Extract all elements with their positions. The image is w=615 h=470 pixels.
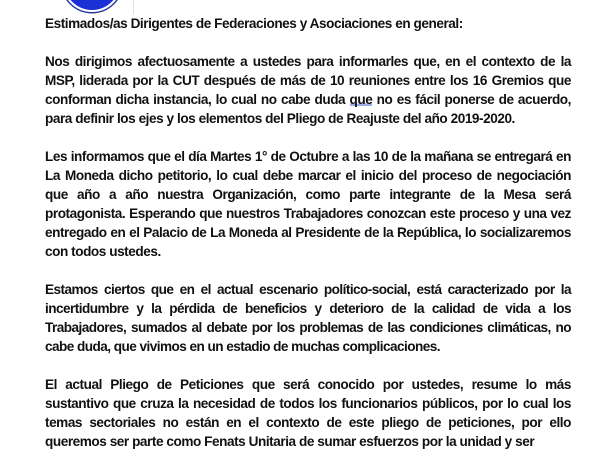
paragraph-2: Les informamos que el día Martes 1° de Octubre a las 10 de la mañana se entregará en La Moneda dicho petitorio, lo cual debe marcar el inicio del proceso de negociación que año a año nuestra Organización, como parte integrante de la Mesa será protagonista. Esperando que nuestros Trabajadores conozcan este proceso y una vez entregado en el Palacio de La Moneda al Presidente de la República, lo socializaremos con todos ustedes. bbox=[45, 149, 571, 259]
organization-logo bbox=[62, 0, 122, 12]
paragraph-3: Estamos ciertos que en el actual escenario político-social, está caracterizado por la incertidumbre y la pérdida de beneficios y deterioro de la calidad de vida a los Trabajadores, sumados al debate por los problemas de las condiciones climáticas, no cabe duda, que vivimos en un estadio de muchas complicaciones. bbox=[45, 282, 571, 354]
paragraph-1-text-end: no es fácil ponerse de acuerdo, para definir los ejes y los elementos del Pliego de Reajuste del año 2019-2020. bbox=[45, 92, 571, 126]
letter-body bbox=[45, 14, 571, 470]
paragraph-4: El actual Pliego de Peticiones que será conocido por ustedes, resume lo más sustantivo que cruza la necesidad de todos los funcionarios públicos, por lo cual los temas sectoriales no están en el contexto de este pliego de peticiones, por ello queremos ser parte como Fenats Unitaria de sumar esfuerzos por la unidad y ser bbox=[45, 377, 571, 449]
greeting: Estimados/as Dirigentes de Federaciones y Asociaciones en general: bbox=[45, 16, 463, 31]
selected-word[interactable]: que bbox=[349, 92, 373, 107]
header-divider bbox=[133, 0, 134, 14]
paragraph-1-text-start: Nos dirigimos afectuosamente a ustedes para informarles que, en el contexto de la MSP, liderada por la CUT después de más de 10 reuniones entre los 16 Gremios que conforman dicha instancia, lo cual no cabe duda bbox=[45, 54, 571, 107]
paragraph-1 bbox=[45, 52, 571, 128]
